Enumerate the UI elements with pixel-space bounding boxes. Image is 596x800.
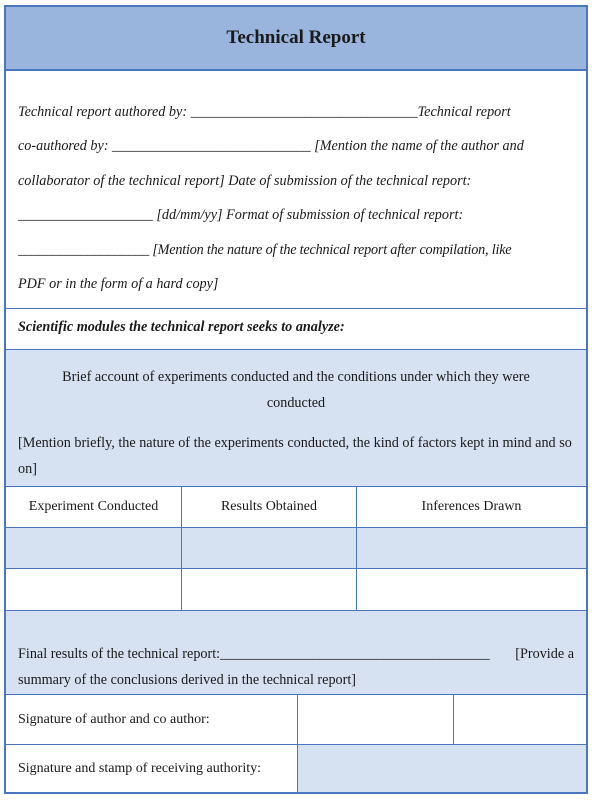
signature-author-field[interactable] — [298, 695, 454, 744]
intro-section — [6, 71, 586, 309]
table-cell[interactable] — [357, 528, 586, 568]
final-results-line — [18, 641, 574, 667]
final-results-provide: [Provide a — [515, 646, 574, 662]
final-results-section — [6, 611, 586, 695]
intro-line: ___________________ [dd/mm/yy] Format of submission of technical report: — [18, 207, 464, 224]
table-cell[interactable] — [182, 569, 357, 610]
brief-note: [Mention briefly, the nature of the experiments conducted, the kind of factors kept in mind and so on] — [18, 435, 572, 477]
signature-stamp-field[interactable] — [298, 745, 586, 792]
table-row — [6, 528, 586, 569]
table-header-row — [6, 487, 586, 528]
signature-coauthor-field[interactable] — [454, 695, 586, 744]
modules-heading: Scientific modules the technical report seeks to analyze: — [6, 309, 586, 350]
header-experiment: Experiment Conducted — [6, 487, 182, 527]
title-bar — [6, 7, 586, 71]
brief-section — [6, 350, 586, 487]
signature-author-label: Signature of author and co author: — [6, 695, 298, 744]
final-results-text: Final results of the technical report:______________________________________ — [18, 646, 490, 662]
intro-line: PDF or in the form of a hard copy] — [18, 276, 219, 293]
header-results: Results Obtained — [182, 487, 357, 527]
intro-line: ___________________ [Mention the nature of the technical report after compilation, like — [18, 241, 512, 258]
signature-author-row — [6, 695, 586, 745]
table-row — [6, 569, 586, 611]
table-cell[interactable] — [182, 528, 357, 568]
page-title: Technical Report — [226, 27, 366, 48]
intro-line: co-authored by: ____________________________ [Mention the name of the author and — [18, 138, 524, 155]
header-inferences: Inferences Drawn — [421, 499, 522, 514]
signature-stamp-row — [6, 745, 586, 792]
table-cell[interactable] — [6, 528, 182, 568]
intro-line: collaborator of the technical report] Date of submission of the technical report: — [18, 172, 472, 189]
brief-heading: Brief account of experiments conducted and the conditions under which they were conducted — [62, 369, 530, 411]
table-cell[interactable] — [6, 569, 182, 610]
technical-report-form — [4, 5, 588, 794]
table-cell[interactable] — [357, 569, 586, 610]
intro-line: Technical report authored by: ________________________________Technical report — [18, 104, 511, 120]
signature-stamp-label: Signature and stamp of receiving authority: — [6, 745, 298, 792]
final-results-summary: summary of the conclusions derived in the technical report] — [18, 672, 357, 688]
